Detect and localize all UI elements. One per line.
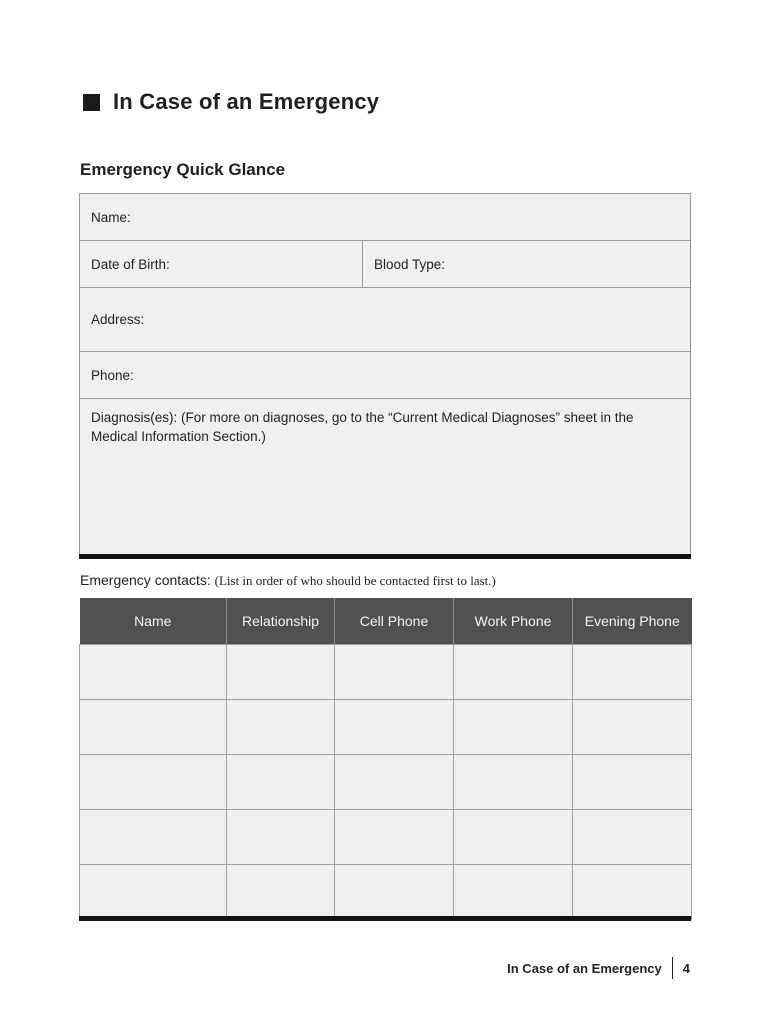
- address-row: [80, 288, 690, 352]
- page-title: [83, 89, 379, 115]
- table-header-row: [80, 598, 692, 645]
- date-of-birth-field[interactable]: Date of Birth:: [80, 241, 363, 287]
- table-cell[interactable]: [227, 810, 335, 865]
- square-bullet-icon: [83, 94, 100, 111]
- footer-divider: [672, 957, 673, 979]
- table-row: [80, 755, 692, 810]
- contacts-caption: [80, 572, 496, 589]
- table-cell[interactable]: [335, 865, 454, 920]
- address-field[interactable]: Address:: [91, 312, 145, 327]
- table-cell[interactable]: [80, 865, 227, 920]
- table-cell[interactable]: [227, 700, 335, 755]
- name-row: [80, 194, 690, 241]
- column-header-name: Name: [80, 598, 227, 645]
- phone-row: [80, 352, 690, 399]
- quick-glance-heading: Emergency Quick Glance: [80, 160, 286, 179]
- table-cell[interactable]: [573, 755, 692, 810]
- table-row: [80, 810, 692, 865]
- table-cell[interactable]: [573, 645, 692, 700]
- emergency-contacts-table: [79, 598, 692, 920]
- table-cell[interactable]: [454, 865, 573, 920]
- page-footer: [507, 957, 690, 979]
- table-cell[interactable]: [573, 810, 692, 865]
- dob-row: [80, 241, 690, 288]
- table-cell[interactable]: [335, 810, 454, 865]
- column-header-relationship: Relationship: [227, 598, 335, 645]
- section-divider: [79, 554, 691, 559]
- contacts-caption-label: Emergency contacts:: [80, 572, 215, 588]
- table-cell[interactable]: [573, 700, 692, 755]
- page-title-text: In Case of an Emergency: [113, 89, 380, 114]
- table-row: [80, 865, 692, 920]
- table-cell[interactable]: [454, 700, 573, 755]
- table-cell[interactable]: [573, 865, 692, 920]
- table-cell[interactable]: [227, 865, 335, 920]
- table-cell[interactable]: [335, 700, 454, 755]
- section-divider: [79, 916, 691, 921]
- column-header-cell-phone: Cell Phone: [335, 598, 454, 645]
- table-cell[interactable]: [335, 645, 454, 700]
- table-row: [80, 645, 692, 700]
- diagnosis-field[interactable]: Diagnosis(es): (For more on diagnoses, go to the “Current Medical Diagnoses” sheet in the Medical Information Section.): [91, 410, 634, 444]
- table-cell[interactable]: [335, 755, 454, 810]
- table-cell[interactable]: [454, 645, 573, 700]
- table-cell[interactable]: [454, 810, 573, 865]
- diagnosis-row: [80, 399, 690, 556]
- table-cell[interactable]: [80, 700, 227, 755]
- blood-type-field[interactable]: Blood Type:: [374, 256, 446, 272]
- table-cell[interactable]: [80, 645, 227, 700]
- page-number: 4: [682, 960, 690, 976]
- footer-section-title: In Case of an Emergency: [507, 960, 662, 976]
- table-row: [80, 700, 692, 755]
- table-cell[interactable]: [227, 755, 335, 810]
- table-cell[interactable]: [454, 755, 573, 810]
- column-header-evening-phone: Evening Phone: [573, 598, 692, 645]
- phone-field[interactable]: Phone:: [91, 367, 134, 383]
- column-header-work-phone: Work Phone: [454, 598, 573, 645]
- name-field[interactable]: Name:: [91, 209, 131, 225]
- contacts-caption-note: (List in order of who should be contacted first to last.): [214, 573, 496, 588]
- table-cell[interactable]: [80, 755, 227, 810]
- quick-glance-form: [79, 193, 691, 556]
- table-cell[interactable]: [227, 645, 335, 700]
- table-cell[interactable]: [80, 810, 227, 865]
